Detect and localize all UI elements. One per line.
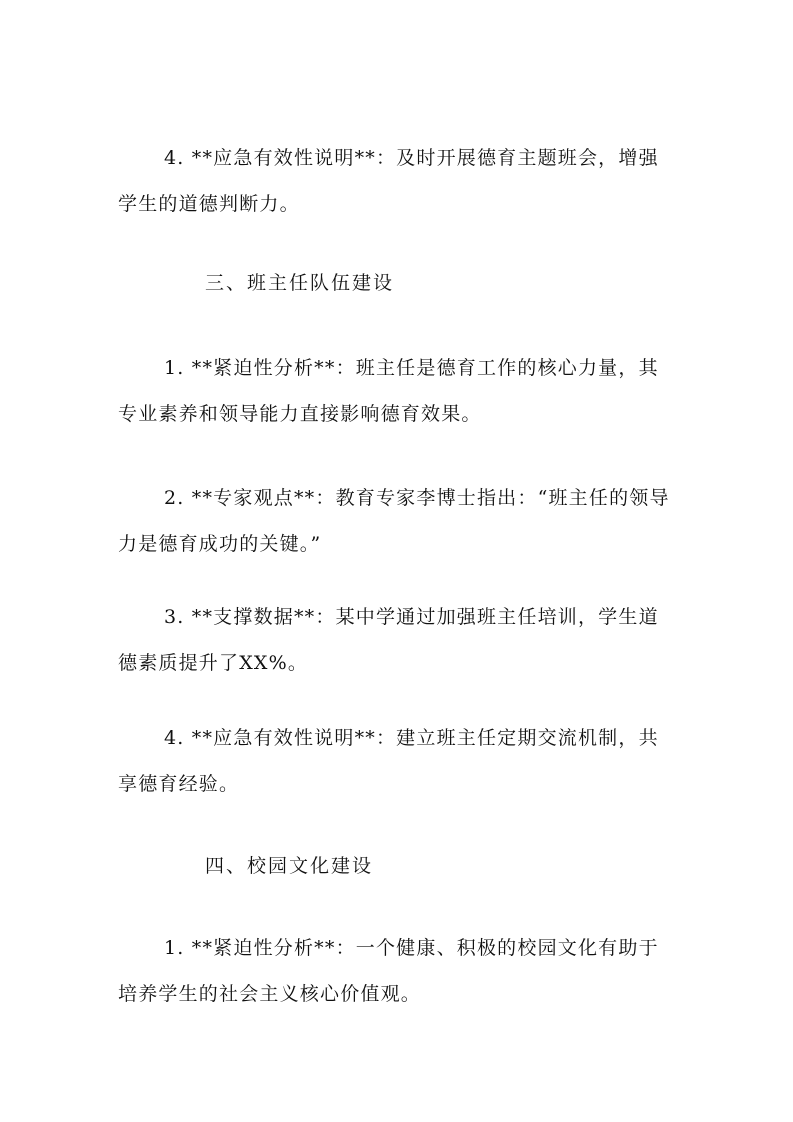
paragraph-emergency-effectiveness-1: 4. **应急有效性说明**：及时开展德育主题班会，增强学生的道德判断力。: [118, 147, 659, 215]
paragraph-emergency-effectiveness-2: 4. **应急有效性说明**：建立班主任定期交流机制，共享德育经验。: [118, 727, 659, 795]
section-heading-3: 三、班主任队伍建设: [205, 272, 395, 294]
section-heading-4: 四、校园文化建设: [205, 855, 374, 877]
paragraph-supporting-data: 3. **支撑数据**：某中学通过加强班主任培训，学生道德素质提升了XX%。: [118, 606, 659, 674]
paragraph-urgency-analysis-4: 1. **紧迫性分析**：一个健康、积极的校园文化有助于培养学生的社会主义核心价值观。: [118, 937, 659, 1005]
paragraph-urgency-analysis-3: 1. **紧迫性分析**：班主任是德育工作的核心力量，其专业素养和领导能力直接影响德育效果。: [118, 357, 659, 425]
paragraph-expert-view: 2. **专家观点**：教育专家李博士指出：“班主任的领导力是德育成功的关键。”: [118, 487, 670, 555]
